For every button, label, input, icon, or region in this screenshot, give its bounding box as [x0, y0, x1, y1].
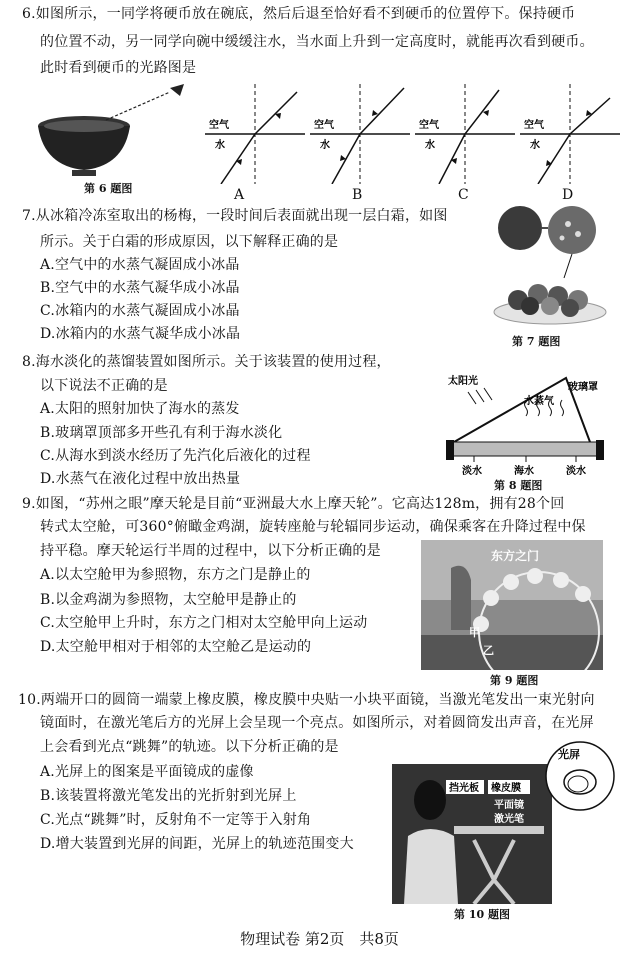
light-path-a [205, 84, 305, 184]
student-body [404, 829, 458, 904]
q6-line2: 的位置不动，另一同学向碗中缓缓注水，当水面上升到一定高度时，就能再次看到硬币。 [40, 34, 594, 50]
q8-line1: 8.海水淡化的蒸馏装置如图所示。关于该装置的使用过程， [22, 354, 391, 370]
page-footer: 物理试卷 第2页 共8页 [240, 930, 399, 948]
q8-caption: 第 8 题图 [494, 479, 543, 492]
fresh-water-left-label: 淡水 [462, 466, 482, 477]
q7-option-d: D.冰箱内的水蒸气凝华成小冰晶 [40, 326, 241, 342]
light-path-b [310, 84, 410, 184]
ray-water [439, 134, 465, 184]
option-d-label: D [562, 187, 574, 203]
q9-option-a: A.以太空舱甲为参照物，东方之门是静止的 [40, 567, 311, 583]
q10-caption: 第 10 题图 [454, 908, 510, 921]
q6-caption: 第 6 题图 [84, 182, 133, 195]
air-label: 空气 [524, 120, 544, 131]
ray-air [570, 98, 610, 134]
bayberry-photo [488, 200, 608, 330]
bayberry-zoom-right [548, 206, 596, 254]
q7-line2: 所示。关于白霜的形成原因，以下解释正确的是 [40, 234, 339, 250]
cabin-yi-label: 乙 [483, 644, 494, 657]
membrane-label: 橡皮膜 [491, 783, 521, 794]
sun-label: 太阳光 [448, 376, 478, 387]
glass-cover [454, 378, 590, 442]
mirror-label: 平面镜 [494, 800, 524, 811]
gate-building [451, 566, 471, 630]
bowl-figure [34, 78, 194, 178]
fresh-water-right-label: 淡水 [566, 466, 586, 477]
water-label: 水 [530, 140, 540, 151]
q9-caption: 第 9 题图 [490, 674, 539, 687]
light-path-d [520, 84, 620, 184]
q7-line1: 7.从冰箱冷冻室取出的杨梅，一段时间后表面就出现一层白霜，如图 [22, 208, 448, 224]
eye-icon [170, 84, 184, 96]
q10-option-a: A.光屏上的图案是平面镜成的虚像 [40, 764, 254, 780]
student-head [414, 780, 446, 820]
q9-line3: 持平稳。摩天轮运行半周的过程中，以下分析正确的是 [40, 543, 381, 559]
water-label: 水 [215, 140, 225, 151]
ray-air [465, 90, 499, 134]
board-label: 挡光板 [449, 783, 479, 794]
q10-option-d: D.增大装置到光屏的间距，光屏上的轨迹范围变大 [40, 836, 354, 852]
screen-label: 光屏 [558, 748, 580, 761]
option-c-label: C [458, 187, 469, 203]
light-path-c [415, 84, 515, 184]
q8-option-a: A.太阳的照射加快了海水的蒸发 [40, 401, 240, 417]
bowl-inner [44, 120, 124, 132]
q8-line2: 以下说法不正确的是 [40, 378, 168, 394]
sight-line [106, 92, 170, 120]
photo-caption-text: 东方之门 [491, 549, 540, 563]
q10-line1: 10.两端开口的圆筒一端蒙上橡皮膜，橡皮膜中央贴一小块平面镜，当激光笔发出一束光射向 [18, 692, 595, 708]
ray-air [360, 88, 404, 134]
sea-water-label: 海水 [514, 466, 534, 477]
q9-option-d: D.太空舱甲相对于相邻的太空舱乙是运动的 [40, 639, 312, 655]
q10-option-c: C.光点“跳舞”时，反射角不一定等于入射角 [40, 812, 312, 828]
q9-option-b: B.以金鸡湖为参照物，太空舱甲是静止的 [40, 592, 297, 608]
laser-label: 激光笔 [494, 814, 524, 825]
air-label: 空气 [209, 120, 229, 131]
glass-label: 玻璃罩 [568, 382, 598, 393]
bayberry-zoom-left [498, 206, 542, 250]
q6-line1: 6.如图所示，一同学将硬币放在碗底，然后后退至恰好看不到硬币的位置停下。保持硬币 [22, 6, 576, 22]
vapor-label: 水蒸气 [524, 396, 554, 407]
q7-option-c: C.冰箱内的水蒸气凝固成小冰晶 [40, 303, 240, 319]
q10-line2: 镜面时，在激光笔后方的光屏上会呈现一个亮点。如图所示，对着圆筒发出声音，在光屏 [40, 715, 594, 731]
q10-line3: 上会看到光点“跳舞”的轨迹。以下分析正确的是 [40, 739, 339, 755]
q7-option-b: B.空气中的水蒸气凝华成小冰晶 [40, 280, 240, 296]
arrow-icon [483, 110, 489, 116]
q10-option-b: B.该装置将激光笔发出的光折射到光屏上 [40, 788, 297, 804]
ray-water [538, 134, 570, 184]
air-label: 空气 [419, 120, 439, 131]
q7-caption: 第 7 题图 [512, 335, 561, 348]
bowl-foot [72, 170, 96, 176]
air-label: 空气 [314, 120, 334, 131]
cabin-jia-label: 甲 [469, 626, 480, 639]
q8-option-d: D.水蒸气在液化过程中放出热量 [40, 471, 241, 487]
ray-air [255, 92, 297, 134]
q7-option-a: A.空气中的水蒸气凝固成小冰晶 [40, 257, 240, 273]
q9-option-c: C.太空舱甲上升时，东方之门相对太空舱甲向上运动 [40, 615, 368, 631]
laser-experiment-photo [384, 740, 620, 904]
distillation-diagram [440, 370, 610, 480]
arrow-icon [275, 113, 281, 119]
option-a-label: A [234, 187, 245, 203]
q8-option-b: B.玻璃罩顶部多开些孔有利于海水淡化 [40, 425, 283, 441]
tube-apparatus [454, 826, 544, 834]
ferris-wheel-photo [421, 540, 603, 670]
water-trough [450, 442, 600, 456]
option-b-label: B [352, 187, 363, 203]
q9-line2: 转式太空舱，可360°俯瞰金鸡湖，旋转座舱与轮辐同步运动，确保乘客在升降过程中保 [40, 519, 586, 535]
q8-option-c: C.从海水到淡水经历了先汽化后液化的过程 [40, 448, 311, 464]
water-label: 水 [320, 140, 330, 151]
ray-water [221, 134, 255, 184]
water-label: 水 [425, 140, 435, 151]
q6-line3: 此时看到硬币的光路图是 [40, 60, 197, 76]
bowl-body [38, 126, 130, 170]
q9-line1: 9.如图，“苏州之眼”摩天轮是目前“亚洲最大水上摩天轮”。它高达128m，拥有28个回 [22, 496, 565, 512]
